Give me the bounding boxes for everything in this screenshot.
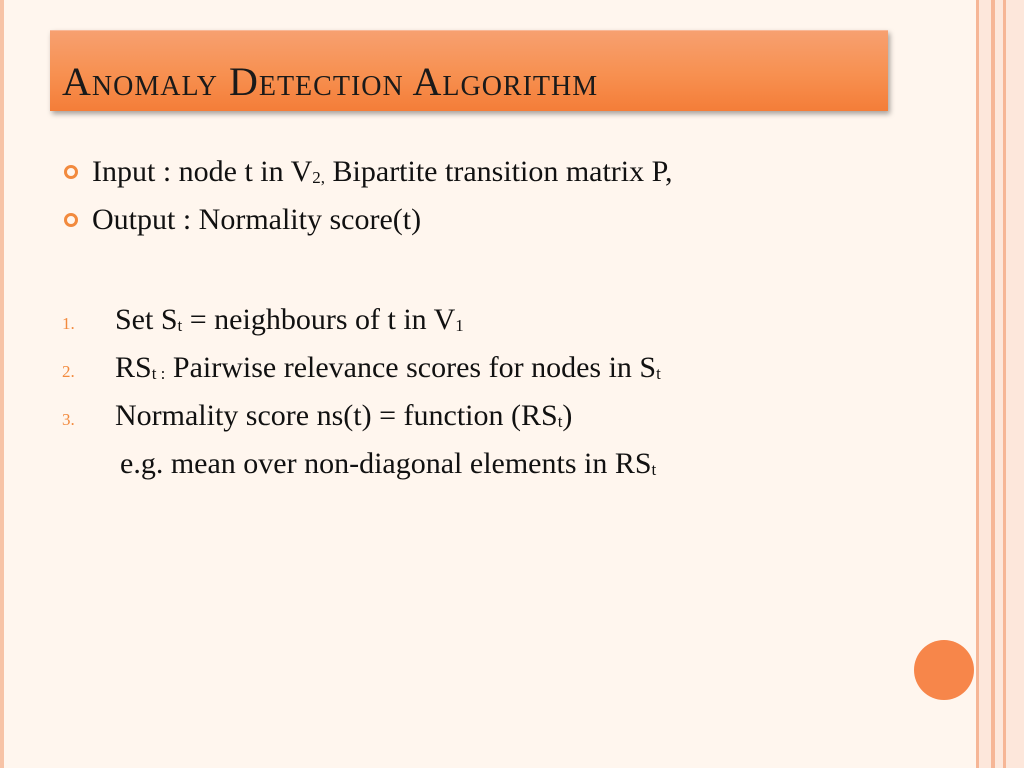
ring-bullet-icon xyxy=(64,165,78,179)
spacer xyxy=(60,246,940,298)
decorative-circle xyxy=(914,640,974,700)
step-item-2 xyxy=(60,346,940,394)
stripe xyxy=(995,0,1003,768)
bullet-item-input xyxy=(60,150,940,198)
stripe xyxy=(979,0,991,768)
step-number: 2. xyxy=(62,362,75,381)
step-item-1 xyxy=(60,298,940,346)
step-number: 1. xyxy=(62,314,75,333)
step-continuation xyxy=(60,442,940,490)
step-item-3 xyxy=(60,394,940,442)
bullet-text: Output : Normality score(t) xyxy=(92,203,422,236)
slide-body xyxy=(60,150,940,490)
bullet-item-output xyxy=(60,198,940,246)
bullet-text: Input : node t in V2, Bipartite transition matrix P, xyxy=(92,155,673,188)
ring-bullet-icon xyxy=(64,213,78,227)
decorative-side-stripes xyxy=(976,0,1024,768)
step-number: 3. xyxy=(62,410,75,429)
continuation-text: e.g. mean over non-diagonal elements in RSt xyxy=(120,447,657,480)
step-text: Set St = neighbours of t in V1 xyxy=(115,303,464,336)
stripe xyxy=(1006,0,1024,768)
slide-title: Anomaly Detection Algorithm xyxy=(62,59,599,104)
step-text: Normality score ns(t) = function (RSt) xyxy=(115,399,573,432)
step-text: RSt : Pairwise relevance scores for nodes in St xyxy=(115,351,661,384)
left-edge-border xyxy=(0,0,4,768)
